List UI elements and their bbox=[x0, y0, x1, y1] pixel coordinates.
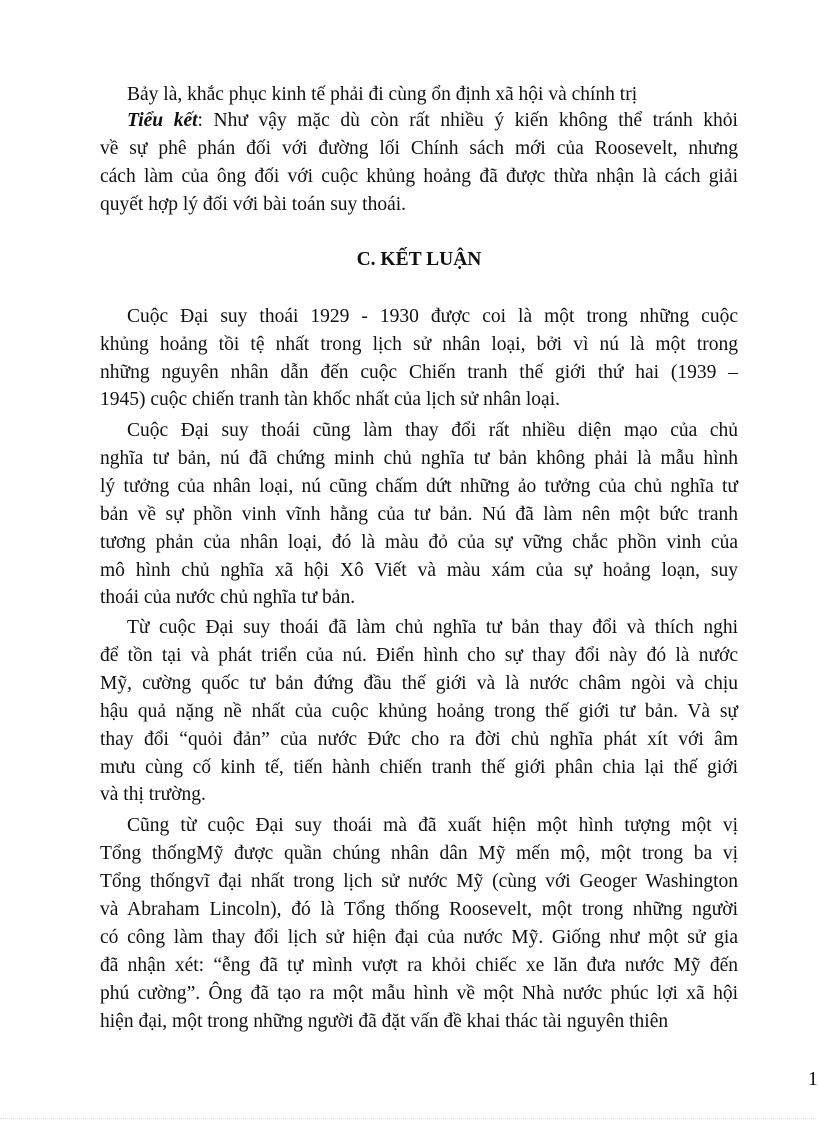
summary-lead: Tiểu kết bbox=[127, 110, 198, 131]
intro-line: về sự phê phán đối với đường lối Chính sách mới của Roosevelt, nhưng bbox=[100, 138, 738, 159]
paragraph-2-line: bản về sự phồn vinh vĩnh hằng của tư bản. Nú đã làm nên một bức tranh bbox=[100, 504, 738, 525]
intro-line: quyết hợp lý đối với bài toán suy thoái. bbox=[100, 194, 407, 215]
intro-line: cách làm của ông đối với cuộc khủng hoảng đã được thừa nhận là cách giải bbox=[100, 166, 738, 187]
page-number: 1 bbox=[808, 1069, 818, 1090]
paragraph-3-line: Mỹ, cường quốc tư bản đứng đầu thế giới và là nước châm ngòi và chịu bbox=[100, 673, 738, 694]
paragraph-2-line: tương phản của nhân loại, đó là màu đỏ của sự vững chắc phồn vinh của bbox=[100, 532, 738, 553]
paragraph-4-line: Tổng thốngMỹ được quần chúng nhân dân Mỹ mến mộ, một trong ba vị bbox=[100, 843, 738, 864]
paragraph-2-line: mô hình chủ nghĩa xã hội Xô Viết và màu xám của sự hoảng loạn, suy bbox=[100, 560, 738, 581]
paragraph-3-line: hậu quả nặng nề nhất của cuộc khủng hoảng trong thế giới tư bản. Và sự bbox=[100, 701, 738, 722]
section-heading: C. KẾT LUẬN bbox=[356, 249, 482, 270]
paragraph-4-line: Cũng từ cuộc Đại suy thoái mà đã xuất hiện một hình tượng một vị bbox=[127, 815, 738, 836]
paragraph-1-line: Cuộc Đại suy thoái 1929 - 1930 được coi là một trong những cuộc bbox=[127, 306, 738, 327]
paragraph-4-line: và Abraham Lincoln), đó là Tổng thống Roosevelt, một trong những người bbox=[100, 899, 738, 920]
paragraph-3-line: và thị trường. bbox=[100, 784, 206, 805]
paragraph-2-line: lý tưởng của nhân loại, nú cũng chấm dứt những ảo tưởng của chủ nghĩa tư bbox=[100, 476, 738, 497]
paragraph-2-line: thoái của nước chủ nghĩa tư bản. bbox=[100, 587, 356, 608]
paragraph-4-line: hiện đại, một trong những người đã đặt vấn đề khai thác tài nguyên thiên bbox=[100, 1011, 669, 1032]
paragraph-3-line: Từ cuộc Đại suy thoái đã làm chủ nghĩa tư bản thay đổi và thích nghi bbox=[127, 617, 738, 638]
paragraph-1-line: 1945) cuộc chiến tranh tàn khốc nhất của lịch sử nhân loại. bbox=[100, 389, 561, 410]
summary-line bbox=[127, 108, 738, 134]
paragraph-4-line: đã nhận xét: “ễng đã tự mình vượt ra khỏi chiếc xe lăn đưa nước Mỹ đến bbox=[100, 955, 738, 976]
paragraph-4-line: có công làm thay đổi lịch sử hiện đại của nước Mỹ. Giống như một sử gia bbox=[100, 927, 738, 948]
paragraph-1-line: khủng hoảng tồi tệ nhất trong lịch sử nhân loại, bởi vì nú là một trong bbox=[100, 334, 738, 355]
page-bottom-divider bbox=[0, 1118, 816, 1119]
paragraph-3-line: mưu cùng cố kinh tế, tiến hành chiến tranh thế giới phân chia lại thế giới bbox=[100, 757, 738, 778]
paragraph-3-line: để tồn tại và phát triển của nú. Điển hình cho sự thay đổi này đó là nước bbox=[100, 645, 738, 666]
summary-text: : Như vậy mặc dù còn rất nhiều ý kiến không thể tránh khỏi bbox=[197, 110, 738, 131]
paragraph-3-line: thay đổi “quỏi đản” của nước Đức cho ra đời chủ nghĩa phát xít với âm bbox=[100, 729, 738, 750]
intro-line: Bảy là, khắc phục kinh tế phải đi cùng ổn định xã hội và chính trị bbox=[127, 84, 638, 105]
paragraph-1-line: những nguyên nhân dẫn đến cuộc Chiến tranh thế giới thứ hai (1939 – bbox=[100, 362, 738, 383]
paragraph-4-line: Tổng thốngvĩ đại nhất trong lịch sử nước Mỹ (cùng với Geoger Washington bbox=[100, 871, 738, 892]
paragraph-2-line: nghĩa tư bản, nú đã chứng minh chủ nghĩa tư bản không phải là mẫu hình bbox=[100, 448, 738, 469]
paragraph-4-line: phú cường”. Ông đã tạo ra một mẫu hình về một Nhà nước phúc lợi xã hội bbox=[100, 983, 738, 1004]
paragraph-2-line: Cuộc Đại suy thoái cũng làm thay đổi rất nhiều diện mạo của chủ bbox=[127, 420, 738, 441]
